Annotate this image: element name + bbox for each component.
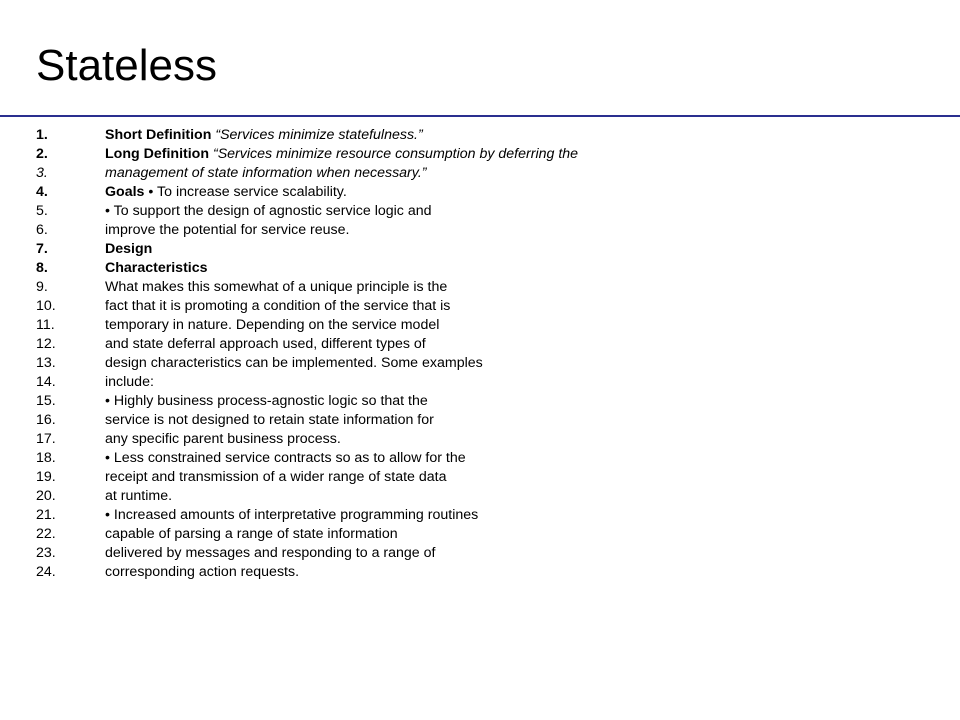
list-number: 15. <box>36 393 56 409</box>
list-number: 13. <box>36 355 56 371</box>
list-item <box>36 506 936 525</box>
list-text <box>105 126 423 145</box>
list-body: corresponding action requests. <box>105 564 300 580</box>
list-number: 10. <box>36 298 56 314</box>
list-number: 16. <box>36 412 56 428</box>
numbered-list <box>36 126 936 582</box>
list-number: 17. <box>36 431 56 447</box>
list-item <box>36 335 936 354</box>
list-number: 8. <box>36 260 48 276</box>
list-item <box>36 392 936 411</box>
list-body: service is not designed to retain state information for <box>105 412 434 428</box>
list-body: and state deferral approach used, different types of <box>105 336 426 352</box>
list-item <box>36 487 936 506</box>
list-item <box>36 316 936 335</box>
list-number: 14. <box>36 374 56 390</box>
list-item <box>36 145 936 164</box>
list-body: • Increased amounts of interpretative programming routines <box>105 507 479 523</box>
list-body: delivered by messages and responding to a range of <box>105 545 436 561</box>
list-text <box>105 145 578 164</box>
list-body: management of state information when necessary.” <box>105 165 427 181</box>
list-number: 5. <box>36 203 48 219</box>
list-number: 2. <box>36 146 48 162</box>
list-body: “Services minimize resource consumption by deferring the <box>209 146 579 162</box>
list-number: 23. <box>36 545 56 561</box>
list-label: Goals <box>105 184 145 200</box>
list-item <box>36 563 936 582</box>
list-number: 22. <box>36 526 56 542</box>
list-item <box>36 354 936 373</box>
list-item <box>36 259 936 278</box>
list-item <box>36 202 936 221</box>
list-number: 7. <box>36 241 48 257</box>
list-body: any specific parent business process. <box>105 431 341 447</box>
list-number: 18. <box>36 450 56 466</box>
list-item <box>36 411 936 430</box>
list-item <box>36 544 936 563</box>
list-number: 21. <box>36 507 56 523</box>
list-body: receipt and transmission of a wider range of state data <box>105 469 447 485</box>
list-number: 6. <box>36 222 48 238</box>
list-item <box>36 126 936 145</box>
list-item <box>36 430 936 449</box>
list-body: design characteristics can be implemented. Some examples <box>105 355 483 371</box>
list-item <box>36 449 936 468</box>
list-label: Design <box>105 241 153 257</box>
list-body: fact that it is promoting a condition of the service that is <box>105 298 451 314</box>
list-item <box>36 221 936 240</box>
list-item <box>36 373 936 392</box>
list-item <box>36 164 936 183</box>
list-body: • Less constrained service contracts so as to allow for the <box>105 450 466 466</box>
list-number: 12. <box>36 336 56 352</box>
list-item <box>36 240 936 259</box>
list-label: Characteristics <box>105 260 208 276</box>
title-divider <box>0 115 960 117</box>
list-body: • To increase service scalability. <box>144 184 347 200</box>
list-item <box>36 525 936 544</box>
list-item <box>36 468 936 487</box>
list-body: What makes this somewhat of a unique principle is the <box>105 279 448 295</box>
list-text <box>105 183 347 202</box>
list-body: capable of parsing a range of state information <box>105 526 398 542</box>
list-number: 1. <box>36 127 48 143</box>
list-number: 19. <box>36 469 56 485</box>
list-number: 11. <box>36 317 55 333</box>
list-label: Long Definition <box>105 146 210 162</box>
list-number: 24. <box>36 564 56 580</box>
list-item <box>36 297 936 316</box>
list-body: temporary in nature. Depending on the service model <box>105 317 440 333</box>
list-number: 4. <box>36 184 48 200</box>
list-item <box>36 183 936 202</box>
list-label: Short Definition <box>105 127 212 143</box>
list-body: “Services minimize statefulness.” <box>211 127 423 143</box>
list-body: at runtime. <box>105 488 173 504</box>
slide-title: Stateless <box>36 41 217 90</box>
list-body: • Highly business process-agnostic logic so that the <box>105 393 428 409</box>
list-number: 20. <box>36 488 56 504</box>
list-body: include: <box>105 374 154 390</box>
list-body: • To support the design of agnostic service logic and <box>105 203 432 219</box>
list-body: improve the potential for service reuse. <box>105 222 350 238</box>
list-item <box>36 278 936 297</box>
list-number: 3. <box>36 165 48 181</box>
list-number: 9. <box>36 279 48 295</box>
